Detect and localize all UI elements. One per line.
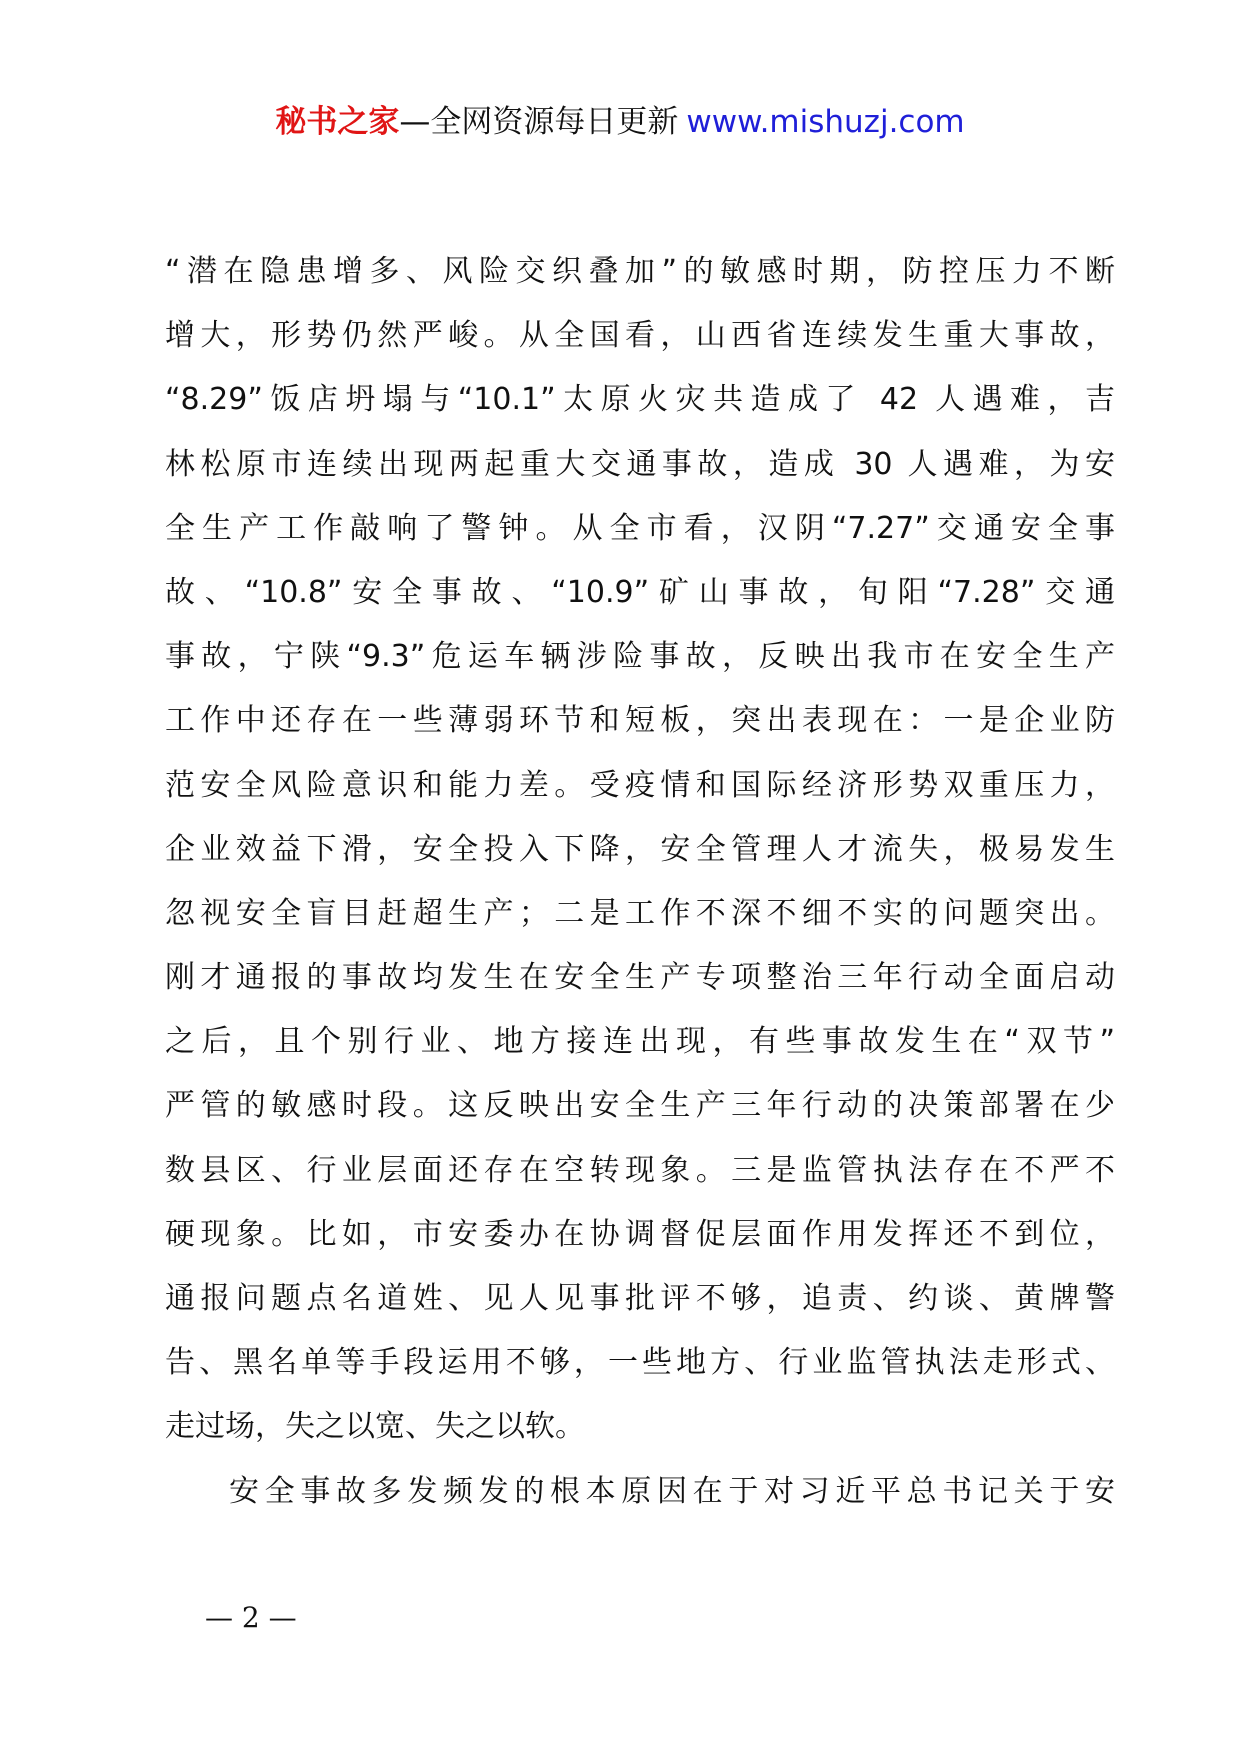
text-line: 企业效益下滑，安全投入下降，安全管理人才流失，极易发生 [165,831,1115,867]
header-url-link[interactable]: www.mishuzj.com [686,104,965,140]
page-header [0,100,1240,144]
text-line: 严管的敏感时段。这反映出安全生产三年行动的决策部署在少 [165,1088,1115,1124]
header-brand: 秘书之家 [275,104,400,140]
document-body [165,240,1115,1524]
text-line: 故、“10.8”安全事故、“10.9”矿山事故，旬阳“7.28”交通 [165,574,1115,610]
text-line: 事故，宁陕“9.3”危运车辆涉险事故，反映出我市在安全生产 [165,639,1115,675]
text-line: 增大，形势仍然严峻。从全国看，山西省连续发生重大事故， [165,318,1115,354]
text-line: 通报问题点名道姓、见人见事批评不够，追责、约谈、黄牌警 [165,1281,1115,1316]
text-line: 走过场，失之以宽、失之以软。 [165,1409,585,1445]
text-line: 告、黑名单等手段运用不够，一些地方、行业监管执法走形式、 [165,1345,1115,1381]
text-line: “潜在隐患增多、风险交织叠加”的敏感时期，防控压力不断 [165,254,1115,289]
text-line: 工作中还存在一些薄弱环节和短板，突出表现在：一是企业防 [165,703,1115,739]
text-line: 范安全风险意识和能力差。受疫情和国际经济形势双重压力， [165,767,1115,803]
text-line: 忽视安全盲目赶超生产；二是工作不深不细不实的问题突出。 [165,895,1115,931]
text-line: “8.29”饭店坍塌与“10.1”太原火灾共造成了 42 人遇难，吉 [165,382,1115,418]
text-line: 刚才通报的事故均发生在安全生产专项整治三年行动全面启动 [165,960,1115,996]
page-number: — 2 — [205,1601,297,1634]
header-tagline: —全网资源每日更新 [399,104,679,140]
text-line: 全生产工作敲响了警钟。从全市看，汉阴“7.27”交通安全事 [165,510,1115,546]
text-line: 之后，且个别行业、地方接连出现，有些事故发生在“双节” [165,1024,1115,1060]
text-line: 数县区、行业层面还存在空转现象。三是监管执法存在不严不 [165,1152,1115,1188]
text-line: 林松原市连续出现两起重大交通事故，造成 30 人遇难，为安 [165,446,1115,482]
text-line: 硬现象。比如，市安委办在协调督促层面作用发挥还不到位， [165,1216,1115,1252]
text-line: 安全事故多发频发的根本原因在于对习近平总书记关于安 [229,1473,1115,1509]
